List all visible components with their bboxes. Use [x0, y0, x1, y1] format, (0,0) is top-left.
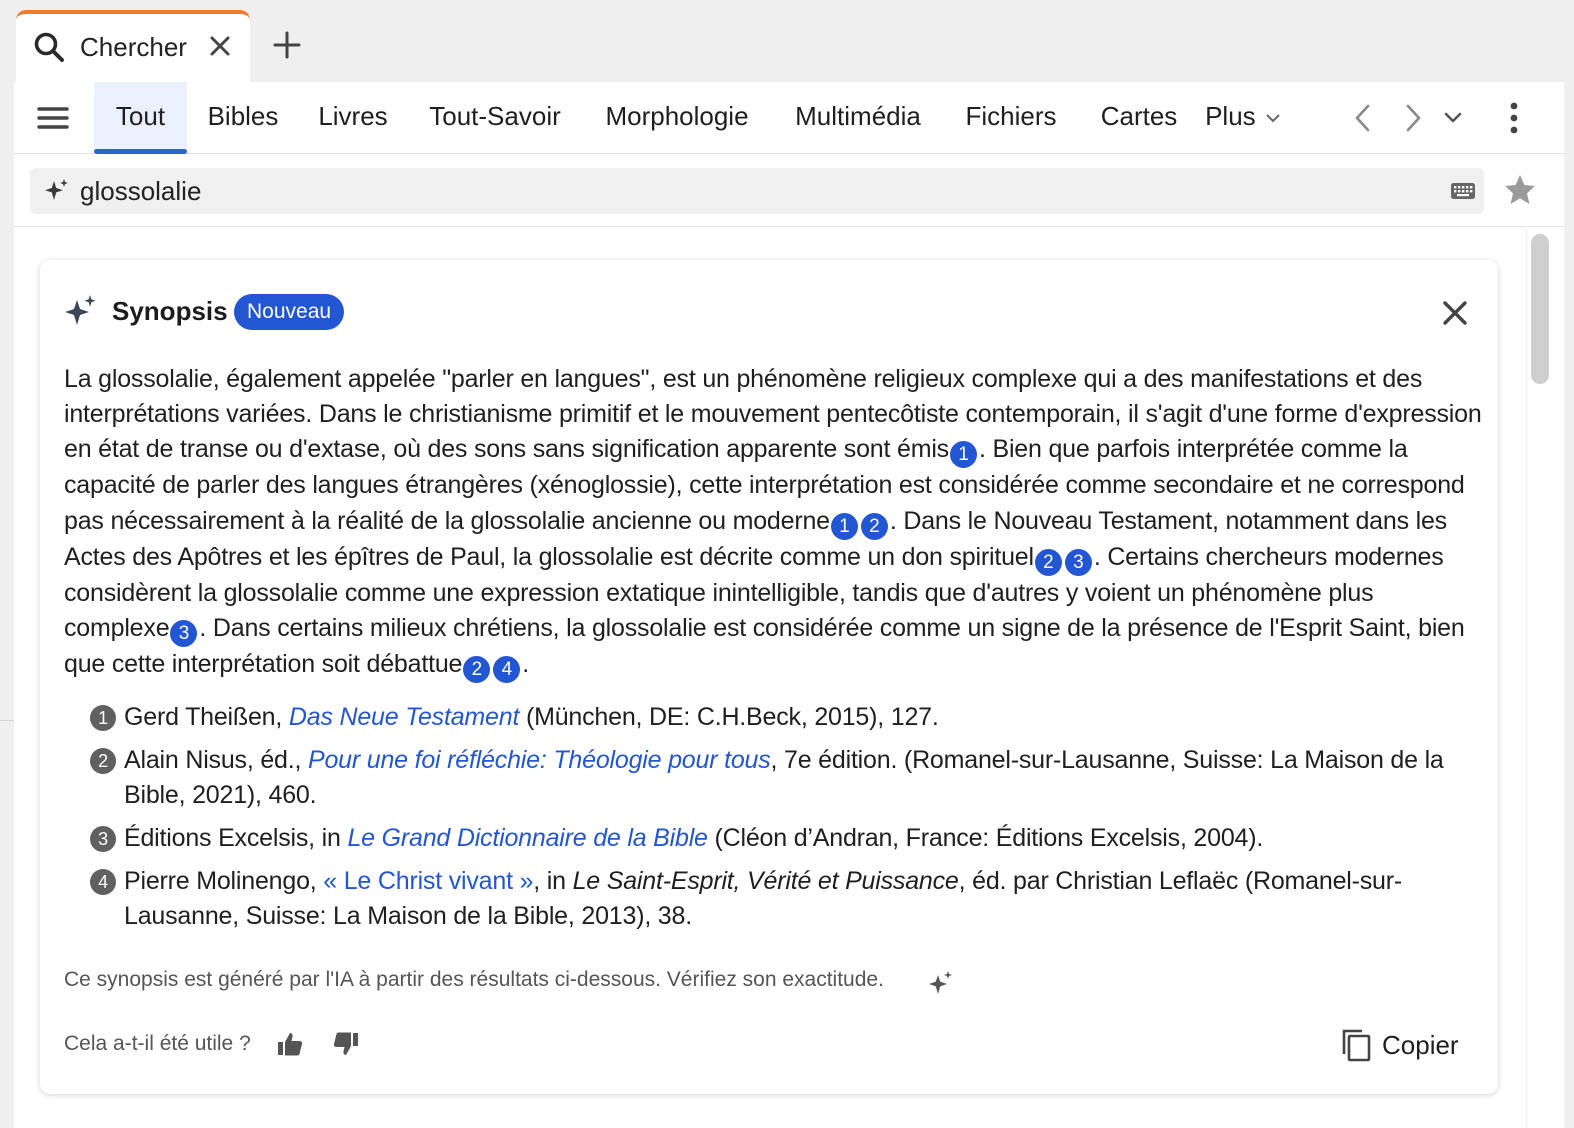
reference-link[interactable]: Le Grand Dictionnaire de la Bible	[347, 824, 708, 852]
star-icon[interactable]	[1502, 172, 1538, 208]
citation-badge[interactable]: 3	[1065, 549, 1092, 576]
thumbs-up-icon[interactable]	[276, 1030, 304, 1058]
sparkle-icon	[64, 294, 98, 328]
citation-badge[interactable]: 2	[1035, 549, 1062, 576]
card-title: Synopsis	[112, 296, 228, 326]
keyboard-icon[interactable]	[1450, 180, 1476, 202]
divider	[0, 720, 14, 721]
references-list	[90, 700, 1470, 942]
citation-badge[interactable]: 2	[463, 656, 490, 683]
plus-icon[interactable]	[270, 28, 304, 62]
tab-livres[interactable]: Livres	[318, 101, 388, 131]
sparkle-icon	[928, 970, 954, 996]
status-badge: Nouveau	[234, 294, 344, 330]
reference-number: 1	[90, 705, 116, 731]
reference-item: 2 Alain Nisus, éd., Pour une foi réfléchie: Théologie pour tous, 7e édition. (Romanel-sur-Lausanne, Suisse: La Maison de la Bible, 2021), 460.	[90, 743, 1470, 813]
divider	[14, 226, 1564, 227]
search-panel	[14, 82, 1564, 1128]
citation-badge[interactable]: 1	[831, 513, 858, 540]
search-input[interactable]	[80, 175, 1380, 207]
sparkle-icon	[44, 178, 70, 204]
tab-morphologie[interactable]: Morphologie	[605, 101, 749, 131]
close-tab-icon[interactable]	[206, 32, 234, 60]
citation-badge[interactable]: 3	[170, 620, 197, 647]
scrollbar-thumb[interactable]	[1531, 234, 1549, 384]
tab-search[interactable]	[16, 10, 250, 84]
close-icon[interactable]	[1440, 298, 1470, 328]
tab-tout[interactable]: Tout	[94, 82, 187, 154]
chevron-right-icon[interactable]	[1398, 102, 1428, 134]
reference-item: 1 Gerd Theißen, Das Neue Testament (München, DE: C.H.Beck, 2015), 127.	[90, 700, 1470, 735]
reference-number: 2	[90, 748, 116, 774]
citation-badge[interactable]: 2	[861, 513, 888, 540]
feedback-prompt: Cela a-t-il été utile ?	[64, 1032, 251, 1055]
synopsis-text: La glossolalie, également appelée "parler en langues", est un phénomène religieux complexe qui a des manifestations et des interprétations variées. Dans le christianisme primitif et le mouvement pentecôtiste contemporain, il s'agit d'une forme d'expression en état de transe ou d'extase, où des sons sans signification apparente sont émis 1 . Bien que parfois interprétée comme la capacité de parler des langues étrangères (xénoglossie), cette interprétation est considérée comme secondaire et ne correspond pas nécessairement à la réalité de la glossolalie ancienne ou moderne 1 2 . Dans le Nouveau Testament, notamment dans les Actes des Apôtres et les épîtres de Paul, la glossolalie est décrite comme un don spirituel 2 3 . Certains chercheurs modernes considèrent la glossolalie comme une expression extatique inintelligible, tandis que d'autres y voient un phénomène plus complexe 3 . Dans certains milieux chrétiens, la glossolalie est considérée comme un signe de la présence de l'Esprit Saint, bien que cette interprétation soit débattue 2 4 .	[64, 362, 1484, 683]
tab-tout-savoir[interactable]: Tout-Savoir	[429, 101, 561, 131]
tab-multimedia[interactable]: Multimédia	[795, 101, 921, 131]
chevron-left-icon[interactable]	[1348, 102, 1378, 134]
hamburger-icon[interactable]	[36, 102, 70, 134]
search-bar[interactable]	[30, 168, 1484, 214]
reference-number: 4	[90, 869, 116, 895]
reference-item: 4 Pierre Molinengo, « Le Christ vivant », in Le Saint-Esprit, Vérité et Puissance, éd. par Christian Leflaëc (Romanel-sur-Lausanne, Suisse: La Maison de la Bible, 2013), 38.	[90, 864, 1470, 934]
tab-cartes[interactable]: Cartes	[1100, 101, 1178, 131]
tab-title: Chercher	[80, 32, 187, 62]
citation-badge[interactable]: 4	[493, 656, 520, 683]
citation-badge[interactable]: 1	[950, 441, 977, 468]
search-icon	[32, 30, 66, 64]
reference-link[interactable]: « Le Christ vivant »	[323, 867, 534, 895]
kebab-icon[interactable]	[1500, 98, 1528, 138]
reference-link[interactable]: Pour une foi réfléchie: Théologie pour tous	[308, 746, 771, 774]
ai-disclaimer: Ce synopsis est généré par l'IA à partir des résultats ci-dessous. Vérifiez son exactitude.	[64, 968, 884, 991]
chevron-down-icon[interactable]	[1438, 102, 1468, 134]
copy-icon	[1340, 1028, 1372, 1062]
tab-fichiers[interactable]: Fichiers	[965, 101, 1057, 131]
synopsis-card: Synopsis Nouveau La glossolalie, également appelée "parler en langues", est un phénomène religieux complexe qui a des manifestations et des interprétations variées. Dans le christianisme primitif et le mouvement pentecôtiste contemporain, il s'agit d'une forme d'expression en état de transe ou d'extase, où des sons sans signification apparente sont émis 1 . Bien que parfois interprétée comme la capacité de parler des langues étrangères (xénoglossie), cette interprétation est considérée comme secondaire et ne correspond pas nécessairement à la réalité de la glossolalie ancienne ou moderne 1 2 . Dans le Nouveau Testament, notamment dans les Actes des Apôtres et les épîtres de Paul, la glossolalie est décrite comme un don spirituel 2 3 . Certains chercheurs modernes considèrent la glossolalie comme une expression extatique inintelligible, tandis que d'autres y voient un phénomène plus complexe 3 . Dans certains milieux chrétiens, la glossolalie est considérée comme un signe de la présence de l'Esprit Saint, bien que cette interprétation soit débattue 2 4 . 1 Gerd Theißen, Das Neue Testament (München, DE: C.H.Beck, 2015), 127. 2 Alain Nisus, éd., Pour une foi réfléchie: Théologie pour tous, 7e édition. (Romanel-sur-Lausanne, Suisse: La Maison de la Bible, 2021), 460. 3 Éditions Excelsis, in Le Grand Dictionnaire de la Bible (Cléon d’Andran, France: Éditions Excelsis, 2004). 4 Pierre Molinengo, « Le Christ vivant », in Le Saint-Esprit, Vérité et Puissance, éd. par Christian Leflaëc (Romanel-sur-Lausanne, Suisse: La Maison de la Bible, 2013), 38. Ce synopsis est généré par l'IA à partir des résultats ci-dessous. Vérifiez son exactitude. Cela a-t-il été utile ? Copier	[40, 260, 1498, 1094]
thumbs-down-icon[interactable]	[332, 1030, 360, 1058]
category-nav	[14, 82, 1564, 154]
chevron-down-icon	[1265, 113, 1281, 123]
tab-strip	[0, 0, 1574, 82]
reference-number: 3	[90, 826, 116, 852]
reference-link[interactable]: Das Neue Testament	[288, 703, 520, 731]
reference-item: 3 Éditions Excelsis, in Le Grand Dictionnaire de la Bible (Cléon d’Andran, France: Éditions Excelsis, 2004).	[90, 821, 1470, 856]
tab-bibles[interactable]: Bibles	[207, 101, 279, 131]
tab-plus[interactable]: Plus	[1200, 82, 1286, 154]
